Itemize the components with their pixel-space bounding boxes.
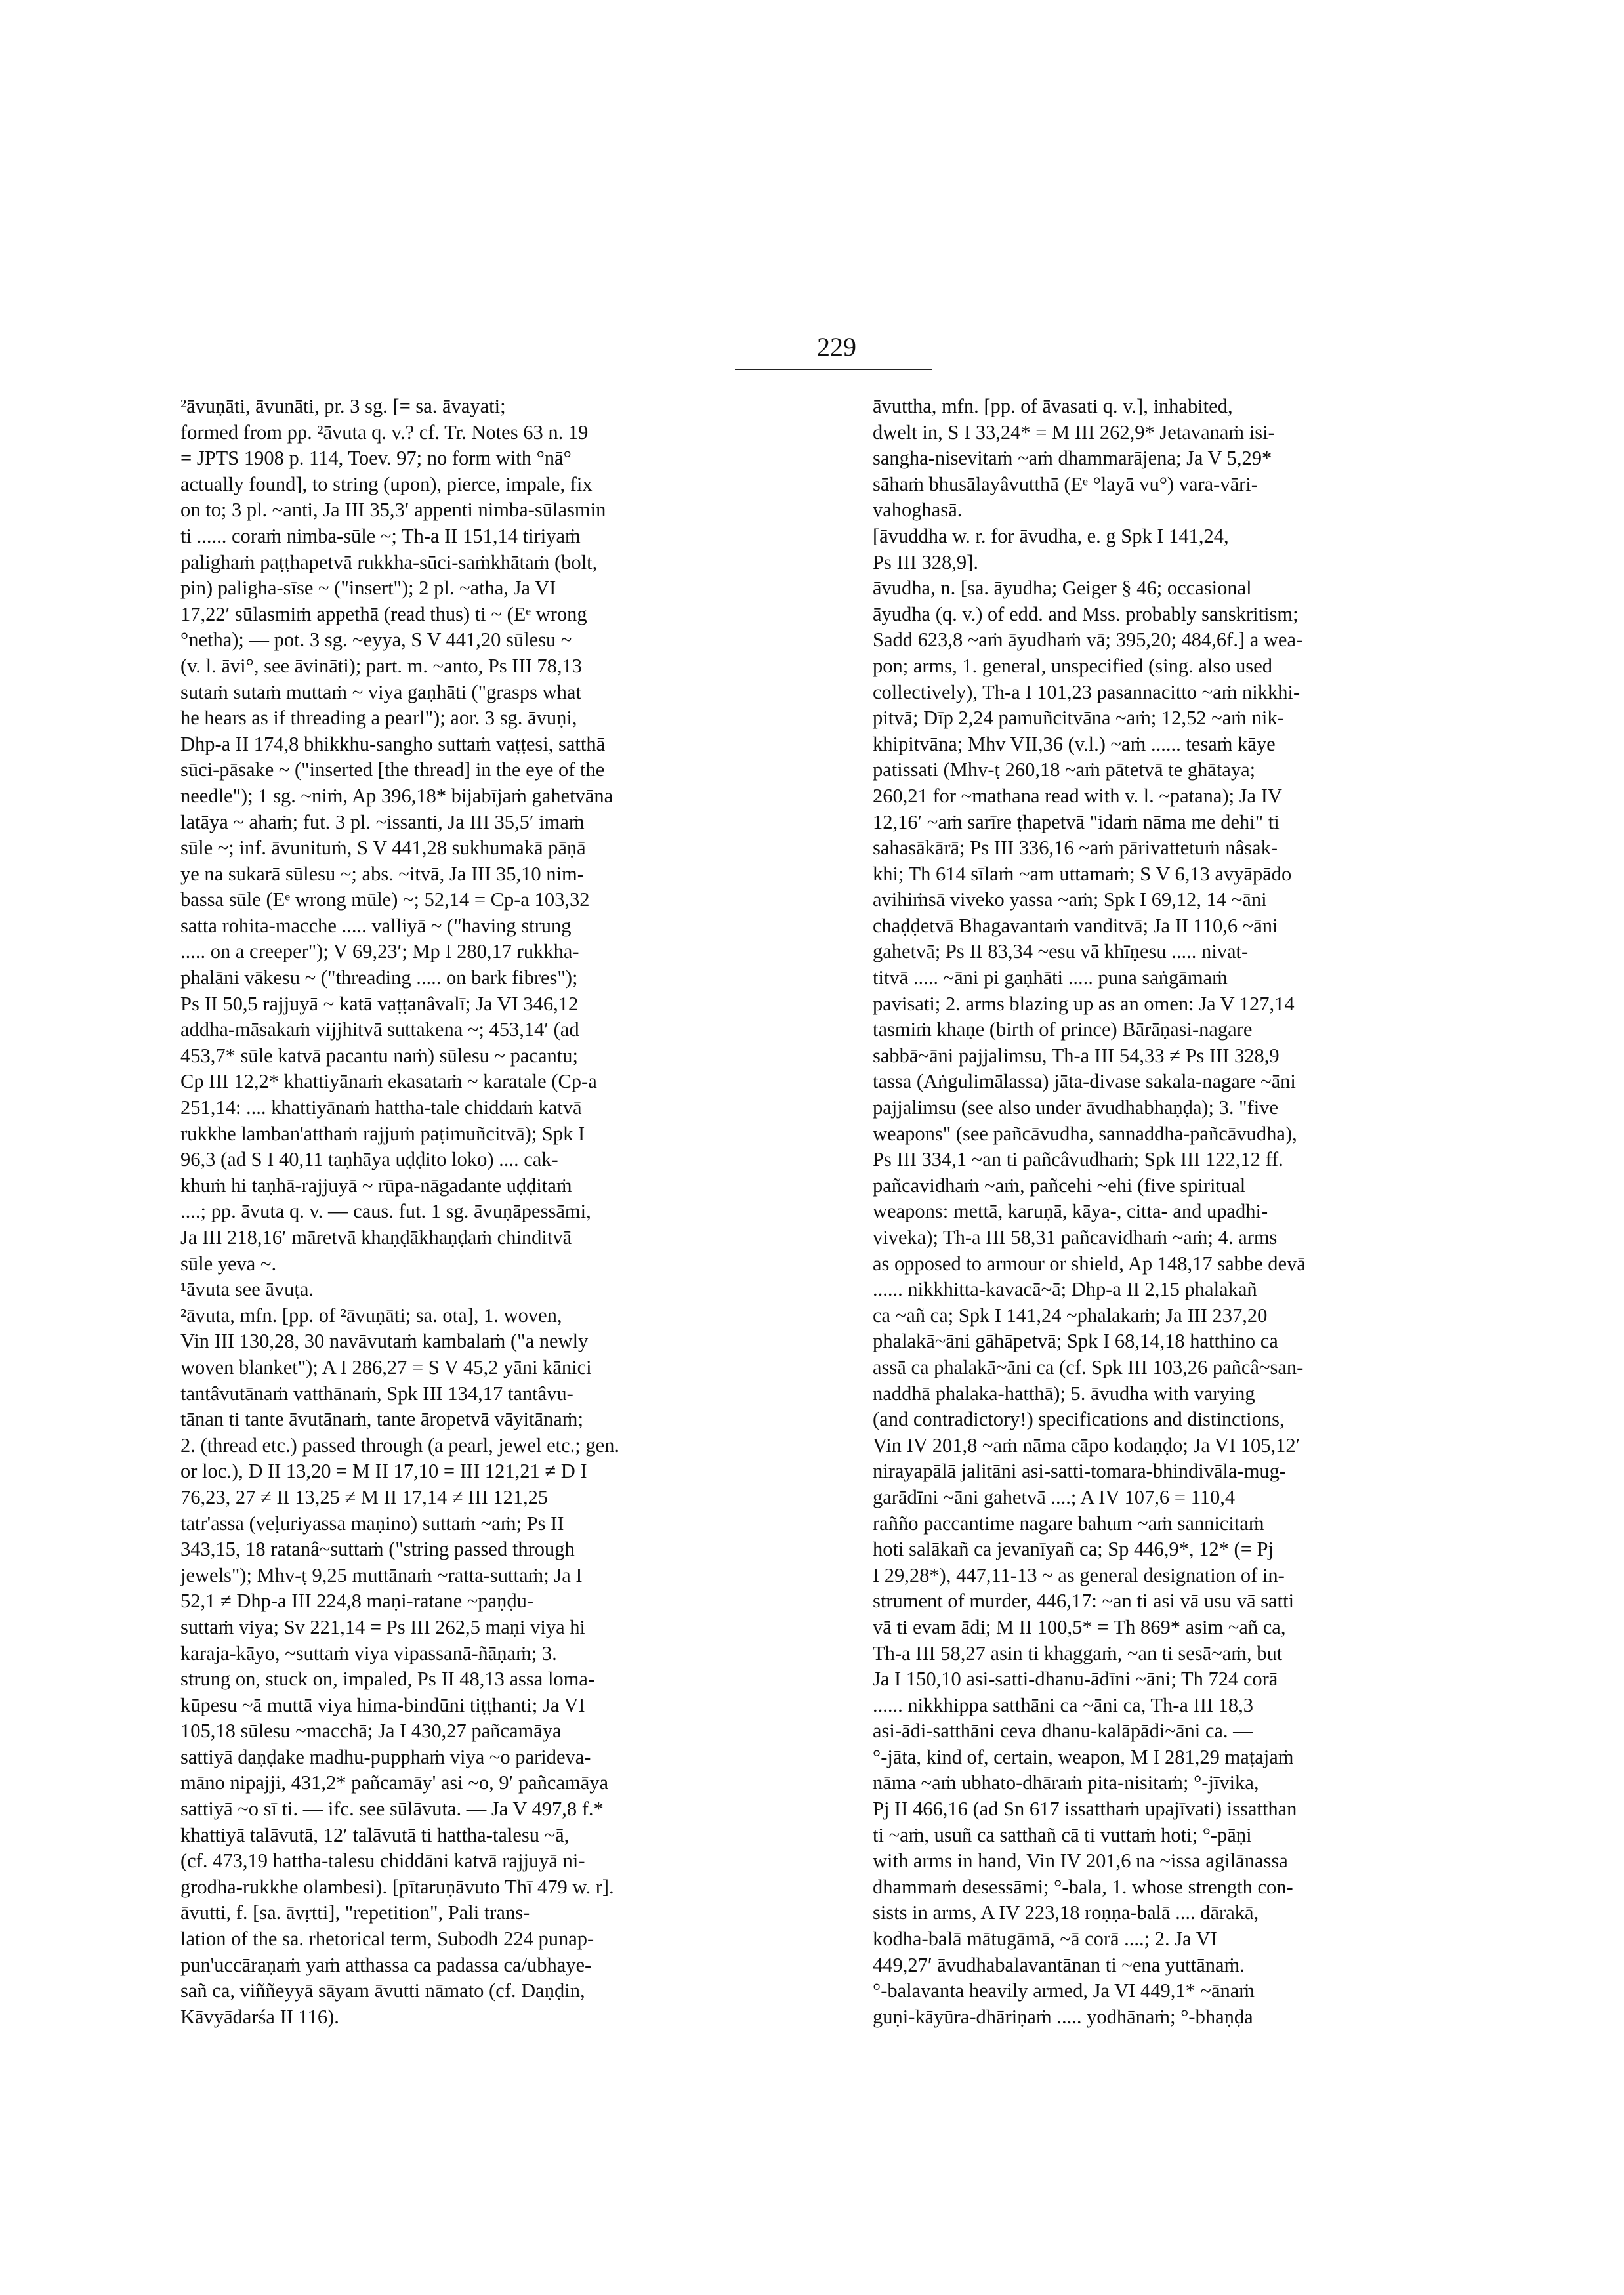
text-line: as opposed to armour or shield, Ap 148,17 sabbe devā [873,1252,1306,1275]
text-line: Kāvyādarśa II 116). [180,2005,339,2028]
text-line: latāya ~ ahaṁ; fut. 3 pl. ~issanti, Ja III 35,5′ imaṁ [180,810,585,833]
text-line: ye na sukarā sūlesu ~; abs. ~itvā, Ja III 35,10 nim- [180,862,584,885]
text-line: sists in arms, A IV 223,18 roṇṇa-balā .... dārakā, [873,1901,1259,1924]
text-line: [āvuddha w. r. for āvudha, e. g Spk I 141,24, [873,524,1229,547]
text-line: gahetvā; Ps II 83,34 ~esu vā khīṇesu ..... nivat- [873,940,1249,963]
text-line: ¹āvuta see āvuṭa. [180,1278,314,1301]
right-column [873,394,1529,2030]
text-line: collectively), Th-a I 101,23 pasannacitto ~aṁ nikkhi- [873,680,1301,703]
text-line: weapons: mettā, karuṇā, kāya-, citta- and upadhi- [873,1200,1268,1223]
text-line: ....; pp. āvuta q. v. — caus. fut. 1 sg. āvuṇāpessāmi, [180,1200,591,1223]
text-line: āvutti, f. [sa. āvṛtti], "repetition", Pali trans- [180,1901,530,1924]
text-line: avihiṁsā viveko yassa ~aṁ; Spk I 69,12, 14 ~āni [873,888,1267,911]
text-line: kūpesu ~ā muttā viya hima-bindūni tiṭṭhanti; Ja VI [180,1693,585,1716]
text-line: I 29,28*), 447,11-13 ~ as general designation of in- [873,1563,1285,1586]
text-line: 12,16′ ~aṁ sarīre ṭhapetvā "idaṁ nāma me dehi" ti [873,810,1280,833]
text-line: vahoghasā. [873,499,963,522]
text-line: Ja I 150,10 asi-satti-dhanu-ādīni ~āni; Th 724 corā [873,1668,1278,1691]
text-line: Ja III 218,16′ māretvā khaṇḍākhaṇḍaṁ chinditvā [180,1226,572,1249]
text-line: hoti salākañ ca jevanīyañ ca; Sp 446,9*, 12* (= Pj [873,1538,1274,1561]
text-line: Vin IV 201,8 ~aṁ nāma cāpo kodaṇḍo; Ja VI 105,12′ [873,1434,1301,1457]
text-line: rañño paccantime nagare bahum ~aṁ sannicitaṁ [873,1512,1264,1535]
text-line: actually found], to string (upon), pierce, impale, fix [180,472,593,495]
text-line: formed from pp. ²āvuta q. v.? cf. Tr. Notes 63 n. 19 [180,421,589,444]
text-line: ..... on a creeper"); V 69,23′; Mp I 280,17 rukkha- [180,940,579,963]
text-line: Cp III 12,2* khattiyānaṁ ekasataṁ ~ karatale (Cp-a [180,1070,597,1093]
text-line: patissati (Mhv-ṭ 260,18 ~aṁ pātetvā te ghātaya; [873,758,1256,781]
text-line: khipitvāna; Mhv VII,36 (v.l.) ~aṁ ...... tesaṁ kāye [873,732,1276,755]
text-line: āyudha (q. v.) of edd. and Mss. probably sanskritism; [873,602,1299,625]
text-line: suttaṁ viya; Sv 221,14 = Ps III 262,5 maṇi viya hi [180,1615,585,1638]
text-line: addha-māsakaṁ vijjhitvā suttakena ~; 453,14′ (ad [180,1018,579,1041]
text-line: strung on, stuck on, impaled, Ps II 48,13 assa loma- [180,1668,595,1691]
text-line: = JPTS 1908 p. 114, Toev. 97; no form with °nā° [180,447,572,470]
text-line: rukkhe lamban'atthaṁ rajjuṁ paṭimuñcitvā); Spk I [180,1122,585,1145]
text-line: lation of the sa. rhetorical term, Subodh 224 punap- [180,1928,594,1951]
text-line: sangha-nisevitaṁ ~aṁ dhammarājena; Ja V 5,29* [873,447,1272,470]
text-line: pajjalimsu (see also under āvudhabhaṇḍa); 3. "five [873,1096,1279,1119]
left-column [180,394,837,2030]
text-line: pavisati; 2. arms blazing up as an omen: Ja V 127,14 [873,992,1295,1015]
text-line: on to; 3 pl. ~anti, Ja III 35,3′ appenti nimba-sūlasmin [180,499,606,522]
text-line: Ps II 50,5 rajjuyā ~ katā vaṭṭanâvalī; Ja VI 346,12 [180,992,579,1015]
text-line: (and contradictory!) specifications and distinctions, [873,1408,1285,1431]
text-line: (v. l. āvi°, see āvināti); part. m. ~anto, Ps III 78,13 [180,654,583,677]
text-line: 17,22′ sūlasmiṁ appethā (read thus) ti ~ (Eᵉ wrong [180,602,587,625]
text-line: pin) paligha-sīse ~ ("insert"); 2 pl. ~atha, Ja VI [180,577,556,600]
text-line: 251,14: .... khattiyānaṁ hattha-tale chiddaṁ katvā [180,1096,582,1119]
text-line: māno nipajji, 431,2* pañcamāy' asi ~o, 9′ pañcamāya [180,1771,609,1794]
text-line: ...... nikkhitta-kavacā~ā; Dhp-a II 2,15 phalakañ [873,1278,1257,1301]
text-line: sahasākārā; Ps III 336,16 ~aṁ pārivattetuṁ nâsak- [873,837,1278,859]
text-line: sūci-pāsake ~ ("inserted [the thread] in the eye of the [180,758,605,781]
text-line: tānan ti tante āvutānaṁ, tante āropetvā vāyitānaṁ; [180,1408,583,1431]
text-line: chaḍḍetvā Bhagavantaṁ vanditvā; Ja II 110,6 ~āni [873,914,1278,937]
text-line: satta rohita-macche ..... valliyā ~ ("having strung [180,914,572,937]
text-line: or loc.), D II 13,20 = M II 17,10 = III 121,21 ≠ D I [180,1460,587,1483]
text-line: nāma ~aṁ ubhato-dhāraṁ pita-nisitaṁ; °-jīvika, [873,1771,1259,1794]
text-line: kodha-balā mātugāmā, ~ā corā ....; 2. Ja VI [873,1928,1217,1951]
text-line: dwelt in, S I 33,24* = M III 262,9* Jetavanaṁ isi- [873,421,1275,444]
text-line: (cf. 473,19 hattha-talesu chiddāni katvā rajjuyā ni- [180,1850,585,1872]
text-line: tasmiṁ khaṇe (birth of prince) Bārāṇasi-nagare [873,1018,1253,1041]
text-line: āvuttha, mfn. [pp. of āvasati q. v.], inhabited, [873,395,1233,417]
text-line: needle"); 1 sg. ~niṁ, Ap 396,18* bijabījaṁ gahetvāna [180,784,614,807]
text-line: 343,15, 18 ratanâ~suttaṁ ("string passed through [180,1538,575,1561]
text-line: khattiyā talāvutā, 12′ talāvutā ti hattha-talesu ~ā, [180,1823,570,1846]
text-line: guṇi-kāyūra-dhāriṇaṁ ..... yodhānaṁ; °-bhaṇḍa [873,2005,1253,2028]
text-line: ...... nikkhippa satthāni ca ~āni ca, Th-a III 18,3 [873,1693,1254,1716]
text-line: ²āvuṇāti, āvunāti, pr. 3 sg. [= sa. āvayati; [180,395,506,417]
text-line: 76,23, 27 ≠ II 13,25 ≠ M II 17,14 ≠ III 121,25 [180,1485,549,1508]
text-line: naddhā phalaka-hatthā); 5. āvudha with varying [873,1382,1255,1405]
text-line: °netha); — pot. 3 sg. ~eyya, S V 441,20 sūlesu ~ [180,629,572,651]
header-rule [735,369,932,370]
text-line: pitvā; Dīp 2,24 pamuñcitvāna ~aṁ; 12,52 ~aṁ nik- [873,707,1284,730]
text-line: 105,18 sūlesu ~macchā; Ja I 430,27 pañcamāya [180,1720,562,1743]
text-line: khuṁ hi taṇhā-rajjuyā ~ rūpa-nāgadante uḍḍitaṁ [180,1174,572,1197]
text-line: ti ...... coraṁ nimba-sūle ~; Th-a II 151,14 tiriyaṁ [180,524,581,547]
text-line: woven blanket"); A I 286,27 = S V 45,2 yāni kānici [180,1355,592,1378]
text-line: 96,3 (ad S I 40,11 taṇhāya uḍḍito loko) .... cak- [180,1148,558,1171]
text-line: dhammaṁ desessāmi; °-bala, 1. whose strength con- [873,1875,1293,1898]
text-line: he hears as if threading a pearl"); aor. 3 sg. āvuṇi, [180,707,577,730]
text-line: ti ~aṁ, usuñ ca satthañ cā ti vuttaṁ hoti; °-pāṇi [873,1823,1252,1846]
text-line: viveka); Th-a III 58,31 pañcavidhaṁ ~aṁ; 4. arms [873,1226,1278,1249]
text-line: sūle ~; inf. āvunituṁ, S V 441,28 sukhumakā pāṇā [180,837,586,859]
text-line: °-balavanta heavily armed, Ja VI 449,1* ~ānaṁ [873,1979,1255,2002]
text-line: Vin III 130,28, 30 navāvutaṁ kambalaṁ ("a newly [180,1330,589,1353]
text-line: pon; arms, 1. general, unspecified (sing. also used [873,654,1273,677]
text-line: asi-ādi-satthāni ceva dhanu-kalāpādi~āni ca. — [873,1720,1253,1743]
text-line: vā ti evam ādi; M II 100,5* = Th 869* asim ~añ ca, [873,1615,1286,1638]
text-line: ca ~añ ca; Spk I 141,24 ~phalakaṁ; Ja III 237,20 [873,1304,1268,1327]
text-line: 449,27′ āvudhabalavantānan ti ~ena yuttānaṁ. [873,1953,1245,1976]
text-line: sattiyā ~o sī ti. — ifc. see sūlāvuta. — Ja V 497,8 f.* [180,1798,604,1821]
text-line: pañcavidhaṁ ~aṁ, pañcehi ~ehi (five spiritual [873,1174,1246,1197]
text-line: Sadd 623,8 ~aṁ āyudhaṁ vā; 395,20; 484,6f.] a wea- [873,629,1303,651]
text-line: titvā ..... ~āni pi gaṇhāti ..... puna saṅgāmaṁ [873,966,1228,989]
text-line: sāhaṁ bhusālayâvutthā (Eᵉ °layā vu°) vara-vāri- [873,472,1258,495]
text-line: tantâvutānaṁ vatthānaṁ, Spk III 134,17 tantâvu- [180,1382,573,1405]
text-line: sattiyā daṇḍake madhu-pupphaṁ viya ~o parideva- [180,1745,591,1768]
text-line: 453,7* sūle katvā pacantu naṁ) sūlesu ~ pacantu; [180,1044,578,1067]
text-line: strument of murder, 446,17: ~an ti asi vā usu vā satti [873,1590,1295,1613]
text-line: phalakā~āni gāhāpetvā; Spk I 68,14,18 hatthino ca [873,1330,1278,1353]
text-line: grodha-rukkhe olambesi). [pītaruṇāvuto Thī 479 w. r]. [180,1875,614,1898]
text-line: Ps III 328,9]. [873,550,978,573]
text-line: pun'uccāraṇaṁ yaṁ atthassa ca padassa ca/ubhaye- [180,1953,592,1976]
text-line: Dhp-a II 174,8 bhikkhu-sangho suttaṁ vaṭṭesi, satthā [180,732,606,755]
text-line: Ps III 334,1 ~an ti pañcâvudhaṁ; Spk III 122,12 ff. [873,1148,1283,1171]
text-line: āvudha, n. [sa. āyudha; Geiger § 46; occasional [873,577,1252,600]
text-line: weapons" (see pañcāvudha, sannaddha-pañcāvudha), [873,1122,1297,1145]
text-line: nirayapālā jalitāni asi-satti-tomara-bhindivāla-mug- [873,1460,1287,1483]
text-line: 260,21 for ~mathana read with v. l. ~patana); Ja IV [873,784,1282,807]
text-line: assā ca phalakā~āni ca (cf. Spk III 103,26 pañcâ~san- [873,1355,1304,1378]
text-line: palighaṁ paṭṭhapetvā rukkha-sūci-saṁkhātaṁ (bolt, [180,550,598,573]
text-line: ²āvuta, mfn. [pp. of ²āvuṇāti; sa. ota], 1. woven, [180,1304,562,1327]
text-line: 2. (thread etc.) passed through (a pearl, jewel etc.; gen. [180,1434,620,1457]
text-line: tatr'assa (veḷuriyassa maṇino) suttaṁ ~aṁ; Ps II [180,1512,564,1535]
text-line: Pj II 466,16 (ad Sn 617 issatthaṁ upajīvati) issatthan [873,1798,1297,1821]
text-line: with arms in hand, Vin IV 201,6 na ~issa agilānassa [873,1850,1288,1872]
text-line: jewels"); Mhv-ṭ 9,25 muttānaṁ ~ratta-suttaṁ; Ja I [180,1563,583,1586]
text-line: sutaṁ sutaṁ muttaṁ ~ viya gaṇhāti ("grasps what [180,680,581,703]
text-line: °-jāta, kind of, certain, weapon, M I 281,29 maṭajaṁ [873,1745,1294,1768]
text-line: 52,1 ≠ Dhp-a III 224,8 maṇi-ratane ~paṇḍu- [180,1590,534,1613]
text-line: karaja-kāyo, ~suttaṁ viya vipassanā-ñāṇaṁ; 3. [180,1642,557,1664]
text-line: Th-a III 58,27 asin ti khaggaṁ, ~an ti sesā~aṁ, but [873,1642,1283,1664]
text-line: bassa sūle (Eᵉ wrong mūle) ~; 52,14 = Cp-a 103,32 [180,888,590,911]
text-line: khi; Th 614 sīlaṁ ~am uttamaṁ; S V 6,13 avyāpādo [873,862,1292,885]
text-line: garādīni ~āni gahetvā ....; A IV 107,6 = 110,4 [873,1485,1236,1508]
text-line: tassa (Aṅgulimālassa) jāta-divase sakala-nagare ~āni [873,1070,1296,1093]
text-line: sañ ca, viññeyyā sāyam āvutti nāmato (cf. Daṇḍin, [180,1979,585,2002]
text-line: phalāni vākesu ~ ("threading ..... on bark fibres"); [180,966,578,989]
text-line: sabbā~āni pajjalimsu, Th-a III 54,33 ≠ Ps III 328,9 [873,1044,1280,1067]
text-line: sūle yeva ~. [180,1252,277,1275]
page-number: 229 [817,332,856,362]
